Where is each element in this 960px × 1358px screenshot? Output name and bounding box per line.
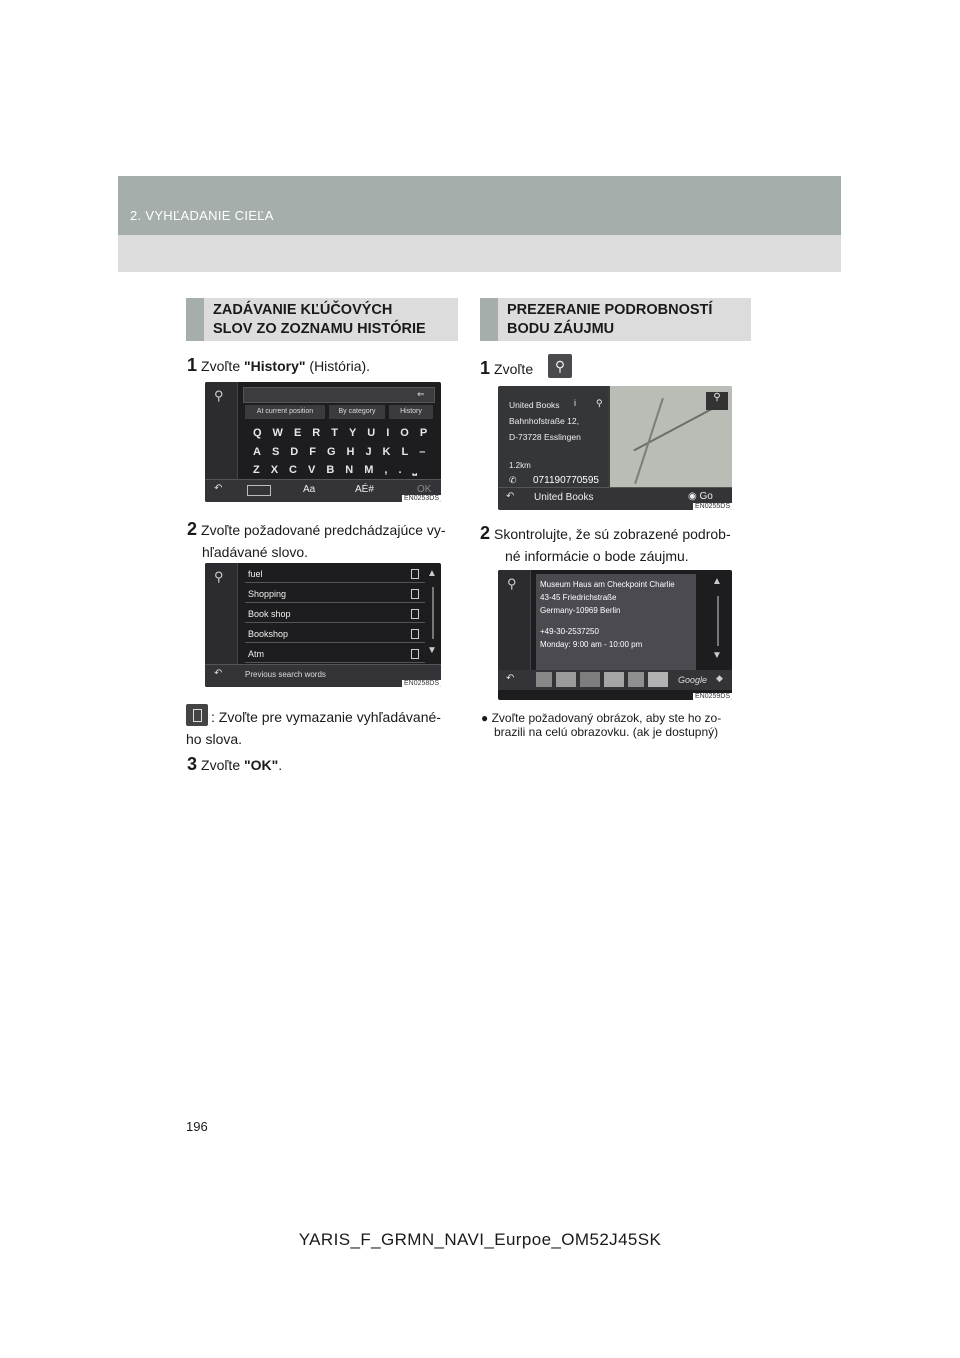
history-label: "History" <box>244 358 306 374</box>
trash-icon[interactable] <box>411 609 419 619</box>
tab-at-current-position[interactable]: At current position <box>245 405 325 419</box>
case-button[interactable]: Aa <box>303 484 316 495</box>
back-icon[interactable]: ↶ <box>506 673 515 684</box>
ok-button[interactable]: OK <box>417 484 432 495</box>
photo-thumbnail[interactable] <box>604 672 624 687</box>
trash-note: : Zvoľte pre vymazanie vyhľadávané- ho slova. <box>186 709 441 747</box>
bullet-note: ● Zvoľte požadovaný obrázok, aby ste ho zo- brazili na celú obrazovku. (ak je dostupný) <box>481 711 722 739</box>
photo-thumbnail[interactable] <box>556 672 576 687</box>
magnifier-icon: ⚲ <box>548 354 572 378</box>
keyboard-row[interactable]: ZXCVBNM,.⎵ <box>253 464 428 476</box>
list-item[interactable]: Book shop <box>245 605 425 623</box>
location-pin-icon: ⚲ <box>214 388 224 403</box>
back-icon[interactable]: ↶ <box>214 483 223 494</box>
list-item[interactable]: fuel <box>245 565 425 583</box>
photo-thumbnail[interactable] <box>580 672 600 687</box>
phone-icon[interactable]: ✆ <box>509 475 517 485</box>
poi-map-screen <box>498 386 732 510</box>
scroll-up-icon[interactable]: ▲ <box>712 576 722 587</box>
section-title-line: SLOV ZO ZOZNAMU HISTÓRIE <box>213 321 426 337</box>
poi-details-text: Museum Haus am Checkpoint Charlie 43-45 Friedrichstraße Germany-10969 Berlin +49-30-2537250 Monday: 9:00 am - 10:00 pm <box>540 580 675 649</box>
history-list-screen <box>205 563 441 687</box>
section-marker <box>186 298 204 341</box>
header-subband <box>118 235 841 272</box>
trash-icon[interactable] <box>411 629 419 639</box>
back-icon[interactable]: ↶ <box>214 668 223 679</box>
step-1-right: 1 Zvoľte ⚲ <box>480 357 571 380</box>
poi-phone[interactable]: 071190770595 <box>533 475 599 486</box>
bullet-icon: ● <box>481 711 492 725</box>
location-pin-icon: ⚲ <box>507 576 517 591</box>
poi-street: Bahnhofstraße 12, <box>509 416 579 426</box>
list-item[interactable]: Atm <box>245 645 425 663</box>
section-title-line: PREZERANIE PODROBNOSTÍ <box>507 302 713 318</box>
step-number: 2 <box>480 523 491 543</box>
search-icon[interactable]: ⚲ <box>214 569 224 584</box>
symbols-button[interactable]: AÉ# <box>355 484 374 495</box>
section-marker <box>480 298 498 341</box>
step-number: 3 <box>187 754 198 774</box>
search-icon[interactable]: ⚲ <box>596 398 603 408</box>
tab-by-category[interactable]: By category <box>329 405 385 419</box>
bottom-poi-name: United Books <box>534 492 594 503</box>
figure-code: EN0259DS <box>694 693 730 700</box>
list-footer-label: Previous search words <box>245 670 326 679</box>
step-2-right: 2 Skontrolujte, že sú zobrazené podrob- né informácie o bode záujmu. <box>480 523 731 564</box>
list-item[interactable]: Bookshop <box>245 625 425 643</box>
google-logo: Google <box>678 675 708 685</box>
section-header-left <box>186 298 458 341</box>
figure-code: EN0258DS <box>403 680 439 687</box>
photo-nav-icon[interactable]: ◆ <box>716 673 723 683</box>
document-id: YARIS_F_GRMN_NAVI_Eurpoe_OM52J45SK <box>298 1230 662 1249</box>
section-header-right <box>480 298 751 341</box>
trash-icon[interactable] <box>411 649 419 659</box>
trash-icon[interactable] <box>411 589 419 599</box>
chapter-title: 2. VYHĽADANIE CIEĽA <box>130 208 274 223</box>
info-icon[interactable]: i <box>574 398 576 408</box>
tab-history[interactable]: History <box>389 405 433 419</box>
search-input[interactable] <box>243 387 435 403</box>
poi-details-screen <box>498 570 732 700</box>
zoom-search-icon[interactable]: ⚲ <box>706 392 728 410</box>
go-pin-icon: ◉ <box>688 491 700 502</box>
keyboard-screen <box>205 382 441 502</box>
figure-code: EN0255DS <box>694 503 730 510</box>
poi-city: D-73728 Esslingen <box>509 432 581 442</box>
backspace-icon[interactable]: ⇐ <box>417 389 425 399</box>
keyboard-row[interactable]: QWERTYUIOP <box>253 427 439 439</box>
ok-label: "OK" <box>244 757 279 773</box>
photo-thumbnail[interactable] <box>648 672 668 687</box>
figure-code: EN0253DS <box>403 495 439 502</box>
photo-thumbnail[interactable] <box>628 672 644 687</box>
page-number: 196 <box>186 1119 208 1134</box>
step-1: 1 Zvoľte "History" (História). <box>187 355 371 375</box>
go-button[interactable]: ◉ Go <box>688 491 713 502</box>
step-number: 1 <box>480 358 491 378</box>
step-number: 1 <box>187 355 198 375</box>
list-item[interactable]: Shopping <box>245 585 425 603</box>
poi-distance: 1.2km <box>509 461 531 470</box>
step-3: 3 Zvoľte "OK". <box>187 754 283 774</box>
scroll-down-icon[interactable]: ▼ <box>427 645 437 656</box>
scroll-down-icon[interactable]: ▼ <box>712 650 722 661</box>
keyboard-icon[interactable] <box>247 485 271 496</box>
scrollbar[interactable] <box>432 587 434 639</box>
step-2: 2 Zvoľte požadované predchádzajúce vy- hľadávané slovo. <box>187 519 446 560</box>
keyboard-row[interactable]: ASDFGHJKL– <box>253 446 437 458</box>
header-band <box>118 176 841 235</box>
poi-name: United Books <box>509 400 560 410</box>
section-title-line: BODU ZÁUJMU <box>507 321 615 337</box>
photo-thumbnail[interactable] <box>536 672 552 687</box>
section-title-line: ZADÁVANIE KĽÚČOVÝCH <box>213 302 393 318</box>
scroll-up-icon[interactable]: ▲ <box>427 568 437 579</box>
trash-icon[interactable] <box>411 569 419 579</box>
scrollbar[interactable] <box>717 596 719 646</box>
back-icon[interactable]: ↶ <box>506 491 515 502</box>
step-number: 2 <box>187 519 198 539</box>
